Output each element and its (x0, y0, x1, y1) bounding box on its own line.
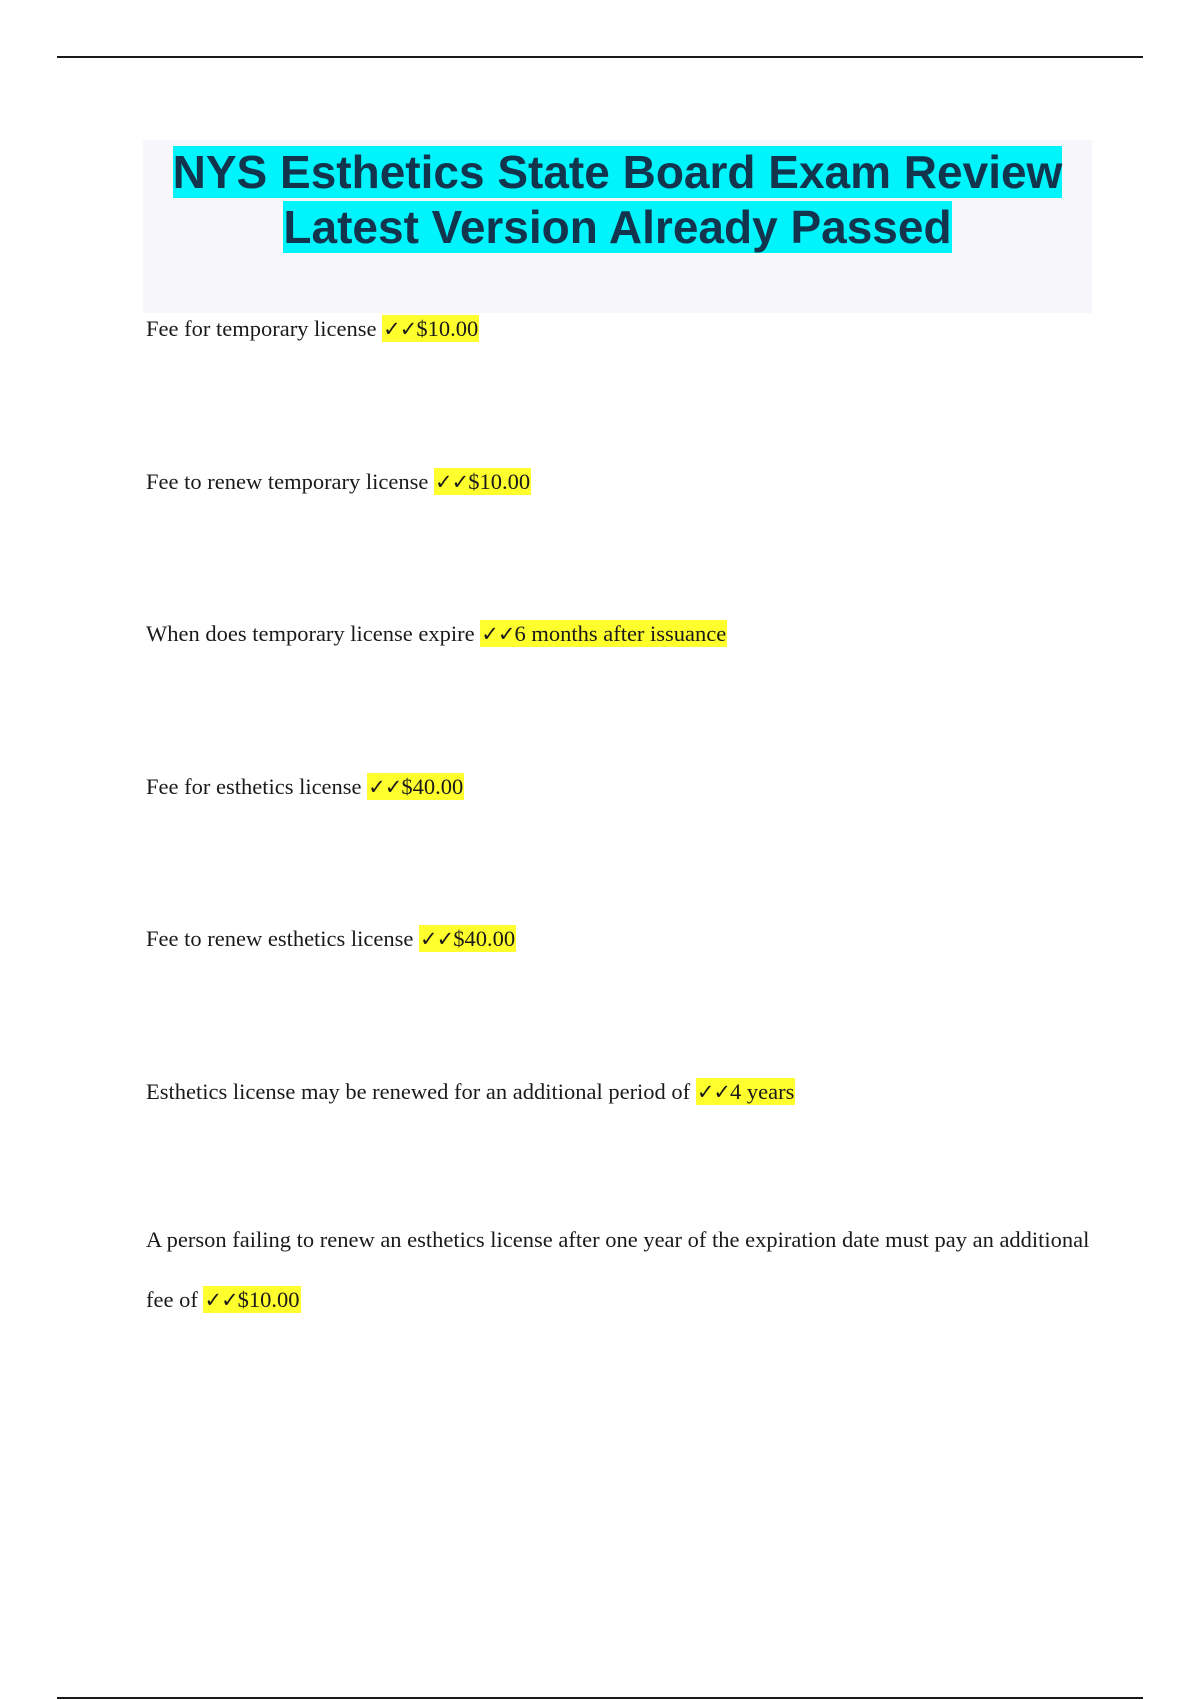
qa-item-3 (146, 619, 1096, 649)
answer-text: 6 months after issuance (514, 621, 727, 646)
answer-text: $10.00 (416, 316, 479, 341)
double-check-icon: ✓✓ (481, 622, 515, 646)
qa-item-5 (146, 924, 1096, 954)
answer-highlight (696, 1078, 796, 1105)
answer-text: 4 years (730, 1079, 795, 1104)
qa-item-7 (146, 1210, 1096, 1330)
answer-text: $10.00 (468, 469, 531, 494)
double-check-icon: ✓✓ (204, 1288, 238, 1312)
question-text: When does temporary license expire (146, 621, 475, 646)
double-check-icon: ✓✓ (420, 927, 454, 951)
double-check-icon: ✓✓ (383, 317, 417, 341)
answer-highlight (367, 773, 464, 800)
answer-highlight (419, 925, 516, 952)
document-title (143, 145, 1092, 255)
title-highlight: NYS Esthetics State Board Exam Review Latest Version Already Passed (172, 146, 1063, 253)
double-check-icon: ✓✓ (696, 1080, 731, 1104)
question-text: Fee to renew esthetics license (146, 926, 414, 951)
answer-text: $10.00 (237, 1287, 300, 1312)
answer-highlight (480, 620, 727, 647)
qa-item-2 (146, 467, 1096, 497)
question-text: Fee to renew temporary license (146, 469, 429, 494)
qa-item-4 (146, 772, 1096, 802)
double-check-icon: ✓✓ (435, 470, 469, 494)
question-text: Fee for esthetics license (146, 774, 362, 799)
answer-highlight (203, 1286, 300, 1313)
question-text: Fee for temporary license (146, 316, 377, 341)
answer-highlight (382, 315, 479, 342)
qa-item-6 (146, 1077, 1096, 1107)
question-text: Esthetics license may be renewed for an additional period of (146, 1079, 691, 1104)
bottom-rule (57, 1697, 1143, 1699)
question-text: A person failing to renew an esthetics license after one year of the expiration date must pay an additional fee of (146, 1227, 1090, 1312)
answer-highlight (434, 468, 531, 495)
answer-text: $40.00 (401, 774, 464, 799)
qa-item-1 (146, 314, 1096, 344)
top-rule (57, 56, 1143, 58)
double-check-icon: ✓✓ (368, 775, 402, 799)
answer-text: $40.00 (453, 926, 516, 951)
